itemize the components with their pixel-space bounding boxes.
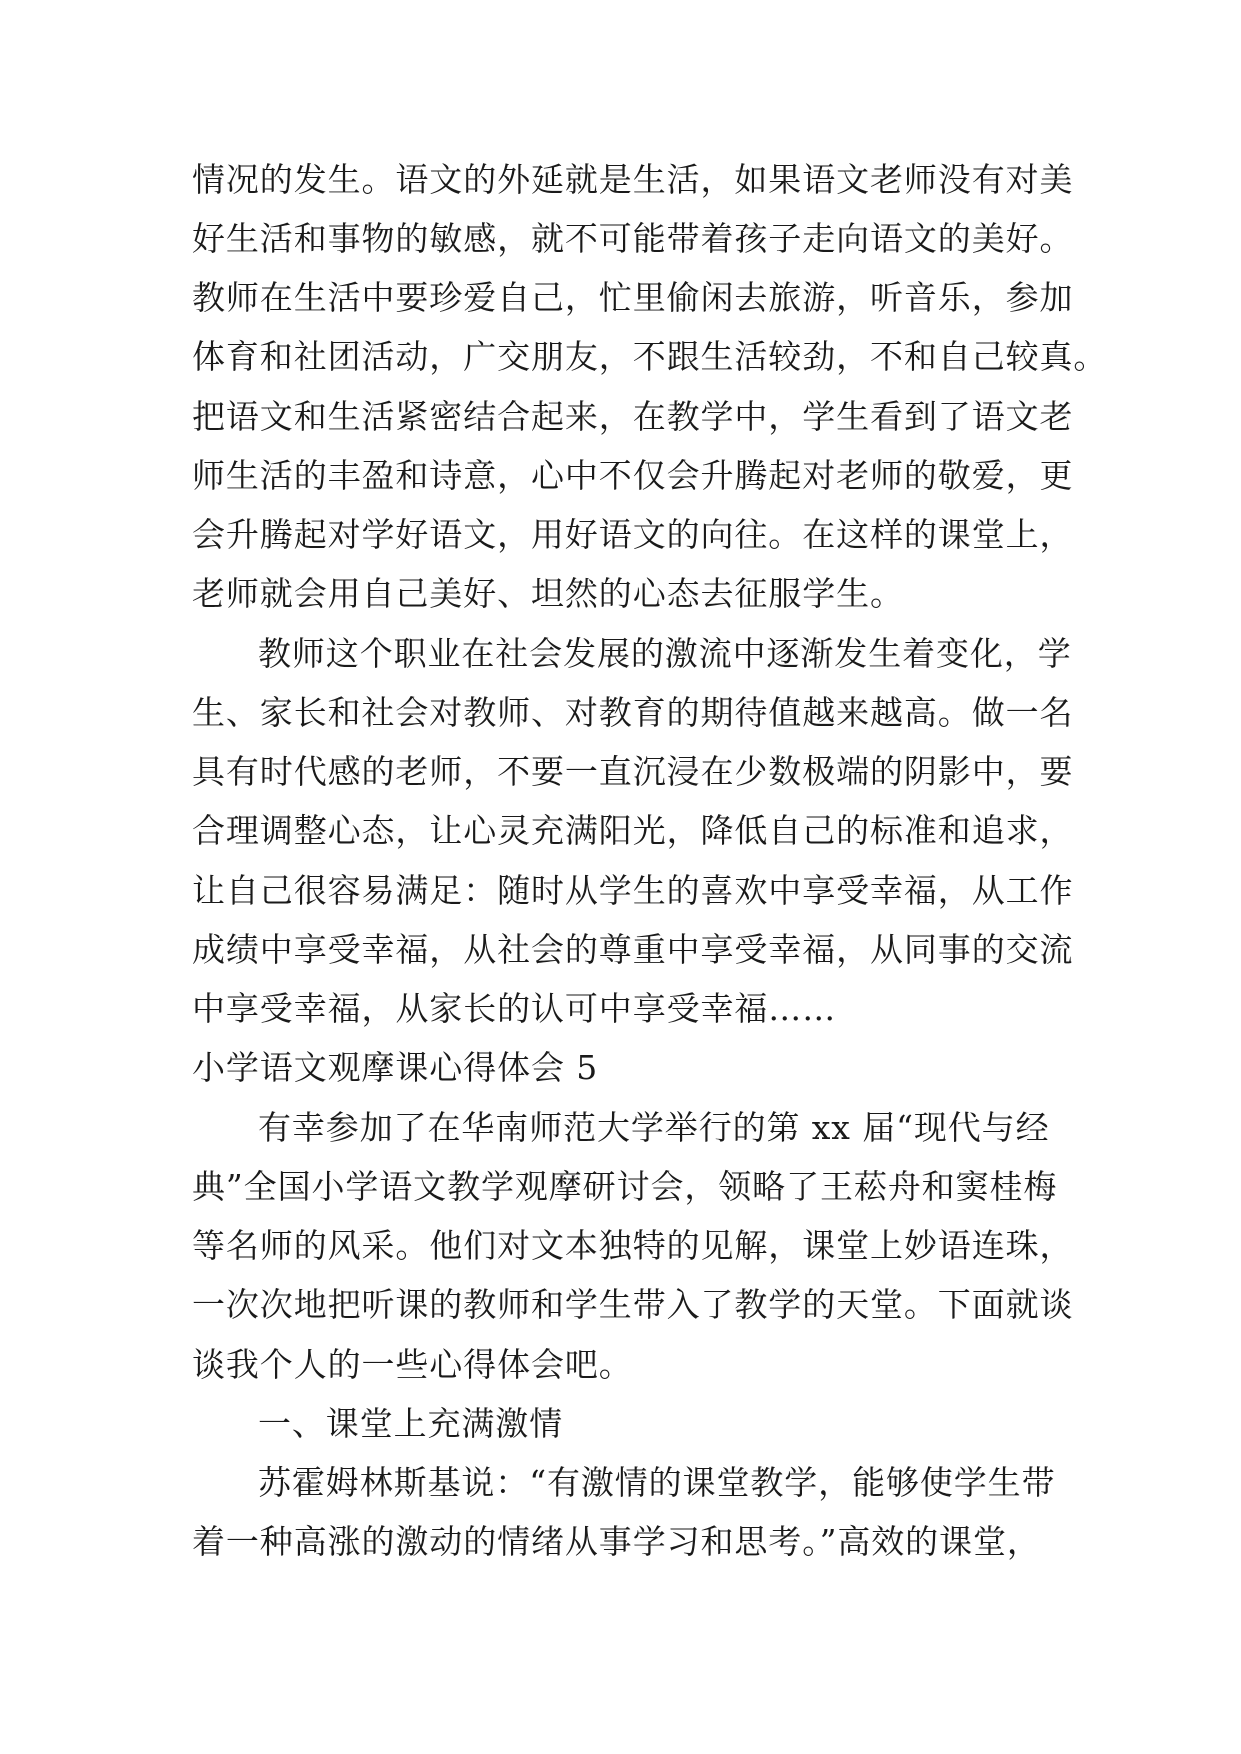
text-line: 中享受幸福，从家长的认可中享受幸福……: [192, 989, 837, 1028]
text-line: 把语文和生活紧密结合起来，在教学中，学生看到了语文老: [192, 397, 1074, 436]
text-line: 教师这个职业在社会发展的激流中逐渐发生着变化，学: [258, 634, 1072, 673]
text-line: 情况的发生。语文的外延就是生活，如果语文老师没有对美: [192, 160, 1074, 199]
text-line: 着一种高涨的激动的情绪从事学习和思考。”高效的课堂，: [192, 1522, 1041, 1561]
text-line: 教师在生活中要珍爱自己，忙里偷闲去旅游，听音乐，参加: [192, 278, 1074, 317]
text-line: 苏霍姆林斯基说：“有激情的课堂教学，能够使学生带: [258, 1463, 1056, 1502]
text-line: 好生活和事物的敏感，就不可能带着孩子走向语文的美好。: [192, 219, 1074, 258]
text-line: 具有时代感的老师，不要一直沉浸在少数极端的阴影中，要: [192, 752, 1074, 791]
text-line: 会升腾起对学好语文，用好语文的向往。在这样的课堂上，: [192, 515, 1074, 554]
subheading: 一、课堂上充满激情: [258, 1404, 564, 1443]
text-line: 体育和社团活动，广交朋友，不跟生活较劲，不和自己较真。: [192, 337, 1108, 376]
text-line: 有幸参加了在华南师范大学举行的第 xx 届“现代与经: [258, 1108, 1050, 1147]
text-line: 老师就会用自己美好、坦然的心态去征服学生。: [192, 574, 904, 613]
text-line: 等名师的风采。他们对文本独特的见解，课堂上妙语连珠，: [192, 1226, 1074, 1265]
section-heading: 小学语文观摩课心得体会 5: [192, 1048, 599, 1087]
text-line: 一次次地把听课的教师和学生带入了教学的天堂。下面就谈: [192, 1285, 1074, 1324]
text-line: 让自己很容易满足：随时从学生的喜欢中享受幸福，从工作: [192, 871, 1074, 910]
text-line: 师生活的丰盈和诗意，心中不仅会升腾起对老师的敬爱，更: [192, 456, 1074, 495]
text-line: 合理调整心态，让心灵充满阳光，降低自己的标准和追求，: [192, 811, 1074, 850]
text-line: 典”全国小学语文教学观摩研讨会，领略了王菘舟和窦桂梅: [192, 1167, 1058, 1206]
text-line: 成绩中享受幸福，从社会的尊重中享受幸福，从同事的交流: [192, 930, 1074, 969]
text-line: 谈我个人的一些心得体会吧。: [192, 1345, 633, 1384]
text-line: 生、家长和社会对教师、对教育的期待值越来越高。做一名: [192, 693, 1074, 732]
